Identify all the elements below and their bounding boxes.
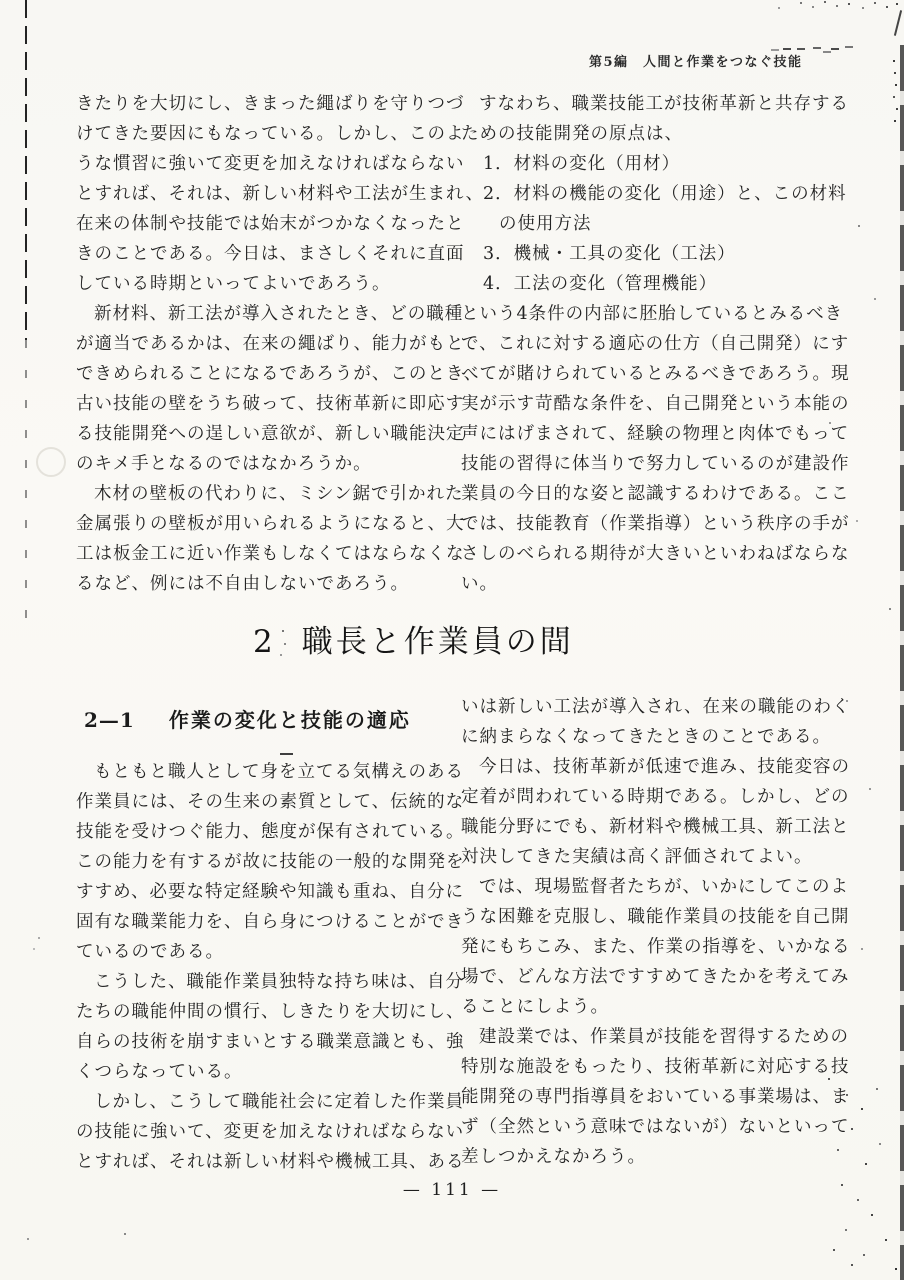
list-item: 4．工法の変化（管理機能）	[483, 274, 718, 294]
list-item-continuation: の使用方法	[499, 214, 592, 234]
text-line: い。	[461, 574, 498, 594]
text-line: いは新しい工法が導入され、在来の職能のわく	[461, 697, 851, 717]
text-line: 場で、どんな方法ですすめてきたかを考えてみ	[461, 967, 850, 987]
text-line: 声にはげまされて、経験の物理と肉体でもって	[461, 424, 850, 444]
text-line: 技能の習得に体当りで努力しているのが建設作	[461, 454, 850, 474]
list-item: 1．材料の変化（用材）	[483, 154, 681, 174]
text-line: 実が示す苛酷な条件を、自己開発という本能の	[461, 394, 850, 414]
section-number: 2	[253, 624, 276, 660]
text-line: 特別な施設をもったり、技術革新に対応する技	[461, 1057, 850, 1077]
section-heading	[253, 616, 574, 661]
text-line: しかし、こうして職能社会に定着した作業員	[94, 1092, 464, 1112]
text-line: けてきた要因にもなっている。しかし、このよ	[76, 124, 465, 144]
text-line: 工は板金工に近い作業もしなくてはならなくな	[76, 544, 465, 564]
text-line: こうした、職能作業員独特な持ち味は、自分	[94, 972, 464, 992]
scan-overline-mark	[280, 753, 293, 755]
text-line: 対決してきた実績は高く評価されてよい。	[461, 847, 813, 867]
text-line: 職能分野にでも、新材料や機械工具、新工法と	[461, 817, 850, 837]
text-line: 能開発の専門指導員をおいている事業場は、ま	[461, 1087, 850, 1107]
text-line: に納まらなくなってきたときのことである。	[461, 727, 831, 747]
text-line: 金属張りの壁板が用いられるようになると、大	[76, 514, 465, 534]
subsection-heading	[84, 704, 411, 733]
text-line: ているのである。	[76, 942, 224, 962]
text-line: くつらなっている。	[76, 1062, 243, 1082]
text-line: 古い技能の壁をうち破って、技術革新に即応す	[76, 394, 465, 414]
top-right-column	[461, 89, 849, 599]
text-line: すなわち、職業技能工が技術革新と共存する	[479, 94, 849, 114]
text-line: ることにしよう。	[461, 997, 609, 1017]
text-line: るなど、例には不自由しないであろう。	[76, 574, 409, 594]
text-line: が適当であるかは、在来の繩ばり、能力がもと	[76, 334, 465, 354]
scan-corner-mark	[894, 10, 902, 36]
text-line: では、現場監督者たちが、いかにしてこのよ	[479, 877, 849, 897]
text-line: 技能を受けつぐ能力、態度が保有されている。	[76, 822, 465, 842]
subsection-title: 作業の変化と技能の適応	[168, 708, 411, 732]
text-line: ず（全然という意味ではないが）ないといって	[461, 1117, 850, 1137]
scan-noise-specks	[0, 0, 2, 2]
text-line: 発にもちこみ、また、作業の指導を、いかなる	[461, 937, 851, 957]
text-line: すすめ、必要な特定経験や知識も重ね、自分に	[76, 882, 464, 902]
page-number: — 111 —	[402, 1180, 502, 1200]
text-line: とすれば、それは、新しい材料や工法が生まれ、	[76, 184, 485, 204]
top-left-column	[76, 89, 485, 599]
scan-punch-ring	[36, 447, 66, 477]
subsection-number: 2—1	[84, 708, 135, 732]
text-line: のキメ手となるのではなかろうか。	[76, 454, 372, 474]
bottom-left-column	[76, 757, 464, 1177]
text-line: べてが賭けられているとみるべきであろう。現	[461, 364, 850, 384]
text-line: この能力を有するが故に技能の一般的な開発を	[76, 852, 465, 872]
text-line: 固有な職業能力を、自ら身につけることができ	[76, 912, 465, 932]
scan-edge-bar-right	[900, 45, 904, 1280]
section-title: 職長と作業員の間	[301, 624, 574, 660]
text-line: もともと職人として身を立てる気構えのある	[94, 762, 464, 782]
list-item: 3．機械・工具の変化（工法）	[483, 244, 736, 264]
text-line: 差しつかえなかろう。	[461, 1147, 646, 1167]
text-line: 今日は、技術革新が低速で進み、技能変容の	[479, 757, 851, 777]
text-line: とすれば、それは新しい材料や機械工具、ある	[76, 1152, 465, 1172]
text-line: うな慣習に強いて変更を加えなければならない	[76, 154, 465, 174]
text-line: 在来の体制や技能では始末がつかなくなったと	[76, 214, 465, 234]
text-line: きたりを大切にし、きまった繩ばりを守りつづ	[76, 94, 465, 114]
text-line: の技能に強いて、変更を加えなければならない	[76, 1122, 465, 1142]
text-line: で、これに対する適応の仕方（自己開発）にす	[461, 334, 850, 354]
text-line: では、技能教育（作業指導）という秩序の手が	[461, 514, 850, 534]
text-line: 木材の壁板の代わりに、ミシン鋸で引かれた	[94, 484, 464, 504]
text-line: 自らの技術を崩すまいとする職業意識とも、強	[76, 1032, 465, 1052]
text-line: 新材料、新工法が導入されたとき、どの職種	[94, 304, 464, 324]
text-line: という4条件の内部に胚胎しているとみるべき	[461, 304, 844, 324]
text-line: うな困難を克服し、職能作業員の技能を自己開	[461, 907, 850, 927]
text-line: きのことである。今日は、まさしくそれに直面	[76, 244, 465, 264]
text-line: できめられることになるであろうが、このとき、	[76, 364, 483, 384]
text-line: 作業員には、その生来の素質として、伝統的な	[76, 792, 465, 812]
bottom-right-column	[461, 692, 849, 1172]
text-line: 業員の今日的な姿と認識するわけである。ここ	[461, 484, 850, 504]
scan-edge-line-left-faint	[25, 340, 27, 640]
text-line: 定着が問われている時期である。しかし、どの	[461, 787, 850, 807]
text-line: ための技能開発の原点は、	[461, 124, 683, 144]
running-header: 第5編 人間と作業をつなぐ技能	[589, 55, 803, 70]
text-line: たちの職能仲間の慣行、しきたりを大切にし、	[76, 1002, 465, 1022]
text-line: る技能開発への逞しい意欲が、新しい職能決定	[76, 424, 465, 444]
scan-dash-marks	[783, 48, 791, 50]
list-item: 2．材料の機能の変化（用途）と、この材料	[483, 184, 847, 204]
scan-edge-line-left	[25, 0, 27, 340]
text-line: 建設業では、作業員が技能を習得するための	[479, 1027, 849, 1047]
text-line: さしのべられる期待が大きいといわねばならな	[461, 544, 850, 564]
text-line: している時期といってよいであろう。	[76, 274, 391, 294]
